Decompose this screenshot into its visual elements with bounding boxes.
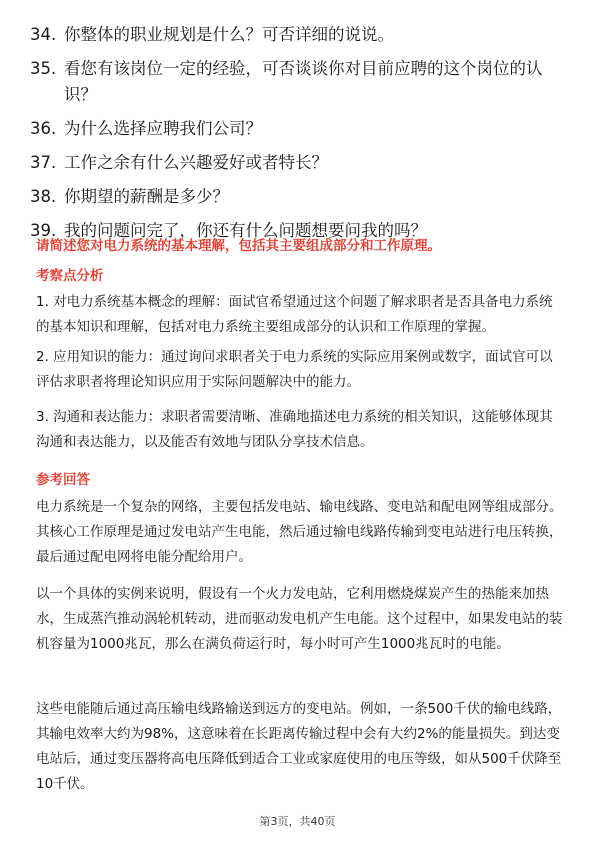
analysis-point: 1. 对电力系统基本概念的理解：面试官希望通过这个问题了解求职者是否具备电力系统的基本知识和理解，包括对电力系统主要组成部分的认识和工作原理的掌握。 bbox=[36, 294, 553, 335]
question-text: 工作之余有什么兴趣爱好或者特长？ bbox=[64, 153, 328, 172]
question-list bbox=[30, 22, 575, 252]
analysis-point: 3. 沟通和表达能力：求职者需要清晰、准确地描述电力系统的相关知识，这能够体现其沟通和表达能力，以及能否有效地与团队分享技术信息。 bbox=[36, 409, 553, 450]
analysis-heading: 考察点分析 bbox=[36, 268, 104, 284]
page-number: 第3页，共40页 bbox=[259, 815, 336, 828]
analysis-point: 2. 应用知识的能力：通过询问求职者关于电力系统的实际应用案例或数字，面试官可以评估求职者将理论知识应用于实际问题解决中的能力。 bbox=[36, 349, 553, 390]
question-number: 35. bbox=[30, 59, 57, 78]
question-number: 36. bbox=[30, 119, 57, 138]
answer-paragraph: 以一个具体的实例来说明，假设有一个火力发电站，它利用燃烧煤炭产生的热能来加热水，生成蒸汽推动涡轮机转动，进而驱动发电机产生电能。这个过程中，如果发电站的装机容量为1000兆瓦，那么在满负荷运行时，每小时可产生1000兆瓦时的电能。 bbox=[36, 586, 563, 652]
answer-heading: 参考回答 bbox=[36, 472, 90, 488]
answer-paragraph: 这些电能随后通过高压输电线路输送到远方的变电站。例如，一条500千伏的输电线路，其输电效率大约为98%，这意味着在长距离传输过程中会有大约2%的能量损失。到达变电站后，通过变压器将高电压降低到适合工业或家庭使用的电压等级，如从500千伏降至10千伏。 bbox=[36, 701, 562, 792]
answer-paragraph: 电力系统是一个复杂的网络，主要包括发电站、输电线路、变电站和配电网等组成部分。其核心工作原理是通过发电站产生电能，然后通过输电线路传输到变电站进行电压转换，最后通过配电网将电能分配给用户。 bbox=[36, 499, 563, 565]
question-text: 看您有该岗位一定的经验，可否谈谈你对目前应聘的这个岗位的认识？ bbox=[64, 59, 543, 104]
question-number: 38. bbox=[30, 187, 57, 206]
list-item bbox=[30, 184, 575, 210]
main-question: 请简述您对电力系统的基本理解，包括其主要组成部分和工作原理。 bbox=[36, 238, 441, 254]
question-text: 为什么选择应聘我们公司？ bbox=[64, 119, 262, 138]
question-number: 34. bbox=[30, 25, 57, 44]
list-item bbox=[30, 56, 575, 108]
question-text: 我的问题问完了，你还有什么问题想要问我的吗？ bbox=[64, 221, 427, 240]
list-item bbox=[30, 150, 575, 176]
list-item bbox=[30, 22, 575, 48]
question-number: 39. bbox=[30, 221, 57, 240]
list-item bbox=[30, 116, 575, 142]
question-text: 你期望的薪酬是多少？ bbox=[64, 187, 229, 206]
question-number: 37. bbox=[30, 153, 57, 172]
question-text: 你整体的职业规划是什么？可否详细的说说。 bbox=[64, 25, 394, 44]
